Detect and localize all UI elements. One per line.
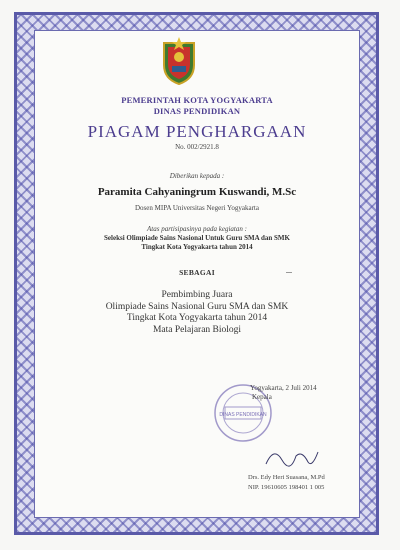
certificate-title: PIAGAM PENGHARGAAN (87, 122, 307, 141)
award-line: Olimpiade Sains Nasional Guru SMA dan SMK (105, 301, 289, 312)
recipient-affiliation: Dosen MIPA Universitas Negeri Yogyakarta (135, 204, 259, 212)
award-line: Mata Pelajaran Biologi (152, 324, 242, 335)
signatory-nip: NIP. 19610605 198401 1 005 (248, 484, 325, 491)
award-line: Tingkat Kota Yogyakarta tahun 2014 (126, 313, 268, 323)
divider (286, 272, 292, 273)
certificate-number: No. 002/2921.8 (175, 143, 219, 151)
award-line: Pembimbing Juara (161, 290, 233, 300)
given-to-label: Diberikan kepada : (169, 172, 225, 180)
signature-place-date: Yogyakarta, 2 Juli 2014 (250, 384, 317, 392)
participation-label: Atas partisipasinya pada kegiatan : (147, 225, 247, 233)
event-description (36, 234, 358, 252)
stamp-text: DINAS PENDIDIKAN (219, 412, 267, 418)
signatory-name: Drs. Edy Heri Suasana, M.Pd (248, 474, 325, 481)
government-heading (36, 95, 358, 117)
handwritten-signature-icon (262, 440, 322, 472)
government-name: PEMERINTAH KOTA YOGYAKARTA (121, 95, 273, 105)
event-line: Tingkat Kota Yogyakarta tahun 2014 (141, 243, 253, 251)
signature-role: Kepala (252, 393, 272, 401)
as-label: SEBAGAI (179, 268, 215, 277)
event-line: Seleksi Olimpiade Sains Nasional Untuk Guru SMA dan SMK (104, 234, 290, 242)
city-emblem-icon (158, 35, 200, 85)
award-description (36, 290, 358, 336)
department-name: DINAS PENDIDIKAN (153, 106, 241, 116)
recipient-name: Paramita Cahyaningrum Kuswandi, M.Sc (97, 186, 297, 198)
